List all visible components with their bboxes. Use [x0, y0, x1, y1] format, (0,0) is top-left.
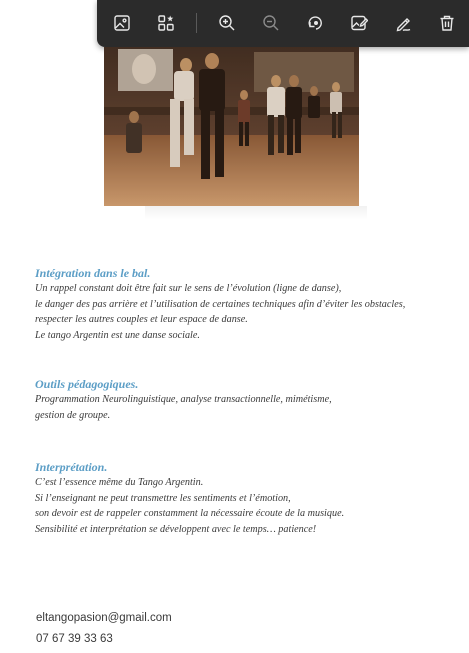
section-heading: Outils pédagogiques.	[35, 377, 139, 391]
contact-phone[interactable]: 07 67 39 33 63	[36, 633, 113, 645]
section-integration	[35, 266, 405, 343]
text-line: son devoir est de rappeler constamment la nécessaire écoute de la musique.	[35, 508, 345, 519]
text-line: Sensibilité et interprétation se développent avec le temps… patience!	[35, 523, 317, 535]
section-heading: Interprétation.	[35, 460, 108, 474]
edit-image-icon[interactable]	[347, 11, 371, 35]
contact-email[interactable]: eltangopasion@gmail.com	[36, 612, 172, 624]
text-line: le danger des pas arrière et l’utilisation de certaines techniques afin d’éviter les obstacles,	[35, 298, 406, 310]
zoom-in-icon[interactable]	[215, 11, 239, 35]
text-line: C’est l’essence même du Tango Argentin.	[35, 477, 204, 488]
tango-dancers-photo	[104, 47, 359, 206]
text-line: Un rappel constant doit être fait sur le sens de l’évolution (ligne de danse),	[35, 283, 342, 294]
zoom-out-icon[interactable]	[259, 11, 283, 35]
section-heading: Intégration dans le bal.	[35, 266, 151, 280]
text-line: Programmation Neurolinguistique, analyse transactionnelle, mimétisme,	[35, 394, 332, 405]
photo-shadow	[145, 206, 367, 220]
gallery-icon[interactable]	[154, 11, 178, 35]
text-line: gestion de groupe.	[35, 409, 111, 421]
viewer-toolbar	[97, 0, 469, 47]
delete-icon[interactable]	[435, 11, 459, 35]
section-tools	[35, 377, 332, 423]
text-line: Le tango Argentin est une danse sociale.	[35, 329, 200, 341]
draw-icon[interactable]	[391, 11, 415, 35]
toolbar-separator	[196, 13, 197, 33]
section-interpretation	[35, 460, 344, 537]
text-line: respecter les autres couples et leur espace de danse.	[35, 314, 248, 325]
rotate-icon[interactable]	[303, 11, 327, 35]
image-icon[interactable]	[110, 11, 134, 35]
text-line: Si l’enseignant ne peut transmettre les sentiments et l’émotion,	[35, 492, 291, 504]
